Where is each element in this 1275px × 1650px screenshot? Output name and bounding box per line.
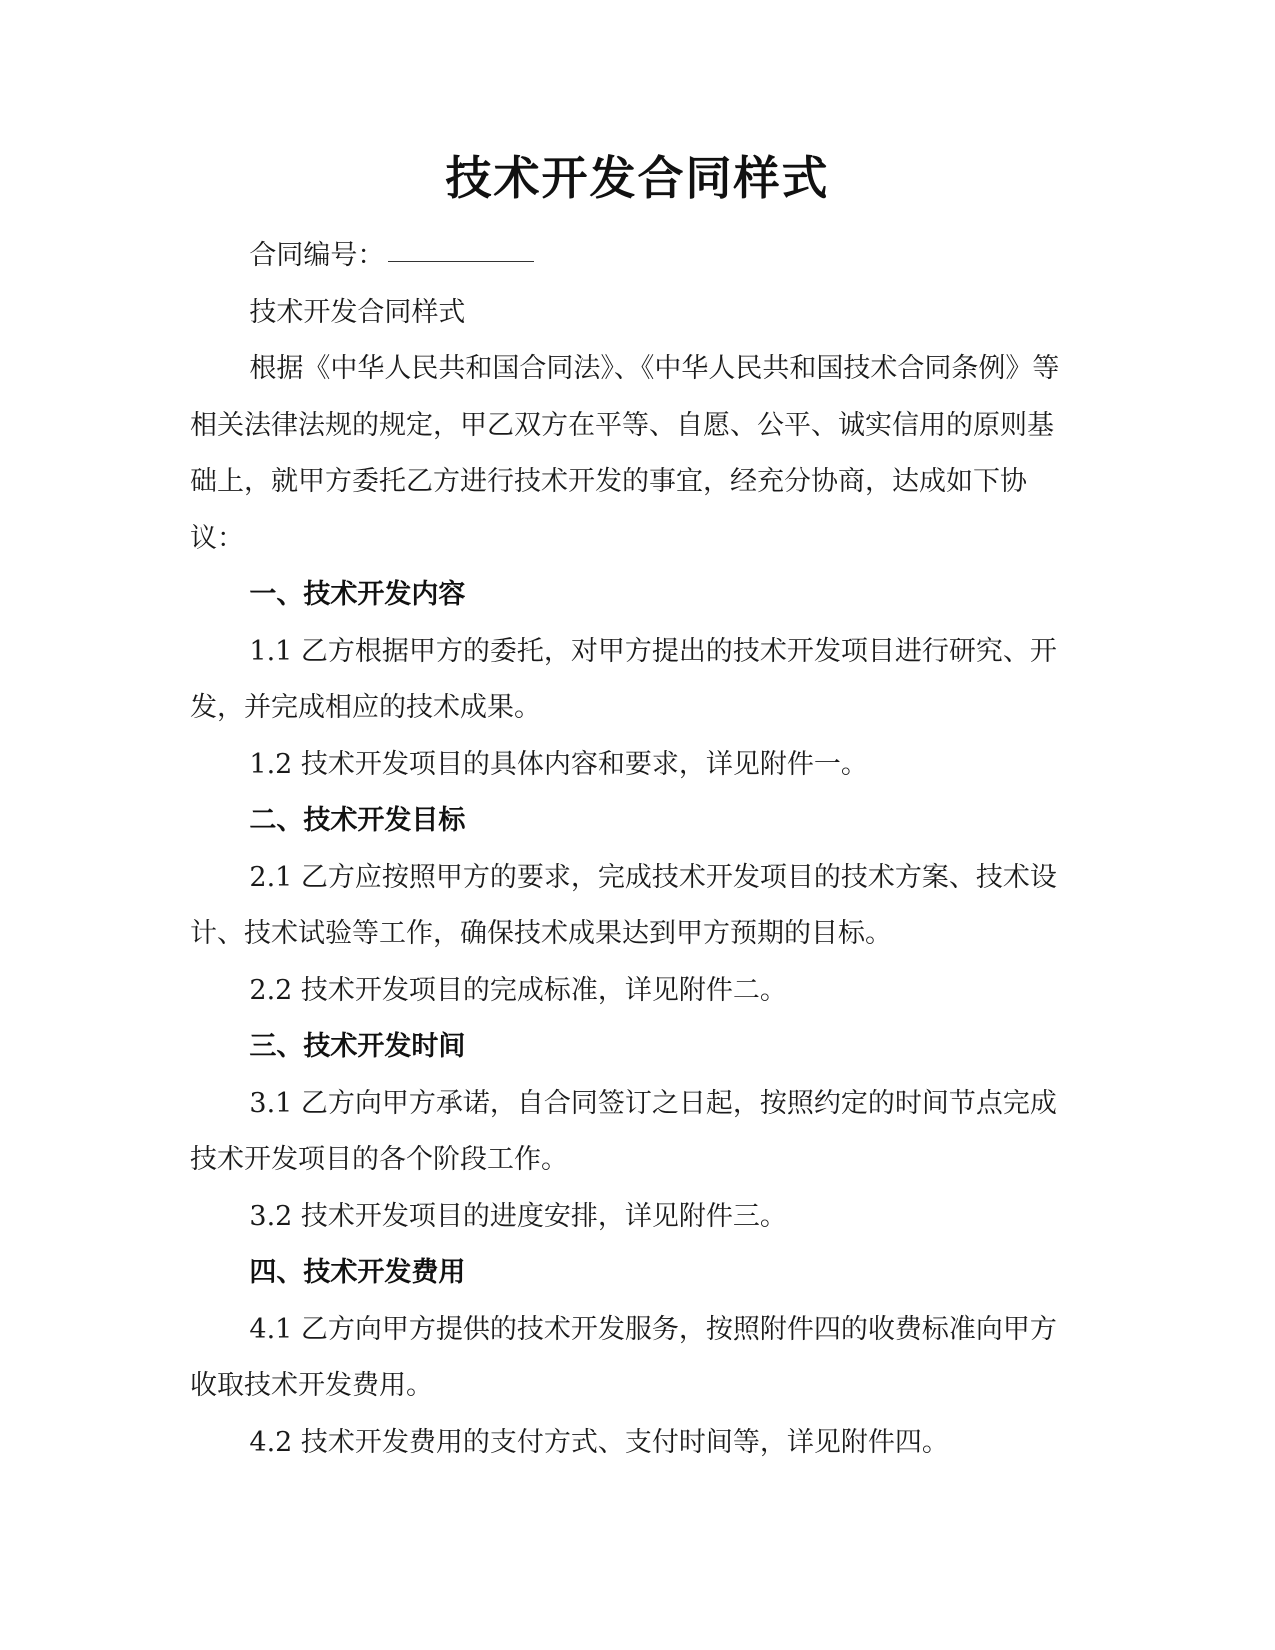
contract-number-label: 合同编号： [249, 240, 385, 271]
clause-1-1: 1.1 乙方根据甲方的委托，对甲方提出的技术开发项目进行研究、开发，并完成相应的技术成果。 [190, 635, 1057, 723]
document-subtitle: 技术开发合同样式 [249, 296, 466, 328]
clause-2-1: 2.1 乙方应按照甲方的要求，完成技术开发项目的技术方案、技术设计、技术试验等工作，确保技术成果达到甲方预期的目标。 [190, 861, 1057, 949]
document-body [190, 228, 1066, 1471]
clause-1-2: 1.2 技术开发项目的具体内容和要求，详见附件一。 [249, 748, 868, 780]
contract-number-blank [388, 261, 534, 262]
section-heading-content: 一、技术开发内容 [249, 579, 466, 610]
section-heading-goal: 二、技术开发目标 [249, 805, 466, 836]
intro-paragraph: 根据《中华人民共和国合同法》、《中华人民共和国技术合同条例》等相关法律法规的规定，甲乙双方在平等、自愿、公平、诚实信用的原则基础上，就甲方委托乙方进行技术开发的事宜，经充分协商，达成如下协议： [190, 353, 1060, 554]
clause-3-1: 3.1 乙方向甲方承诺，自合同签订之日起，按照约定的时间节点完成技术开发项目的各个阶段工作。 [190, 1087, 1057, 1175]
clause-4-1: 4.1 乙方向甲方提供的技术开发服务，按照附件四的收费标准向甲方收取技术开发费用。 [190, 1313, 1057, 1401]
clause-2-2: 2.2 技术开发项目的完成标准，详见附件二。 [249, 974, 787, 1006]
clause-4-2: 4.2 技术开发费用的支付方式、支付时间等，详见附件四。 [249, 1426, 949, 1458]
section-heading-fee: 四、技术开发费用 [249, 1257, 466, 1288]
clause-3-2: 3.2 技术开发项目的进度安排，详见附件三。 [249, 1200, 787, 1232]
section-heading-time: 三、技术开发时间 [249, 1031, 466, 1062]
document-title: 技术开发合同样式 [445, 151, 830, 205]
contract-number-line [190, 228, 1066, 285]
